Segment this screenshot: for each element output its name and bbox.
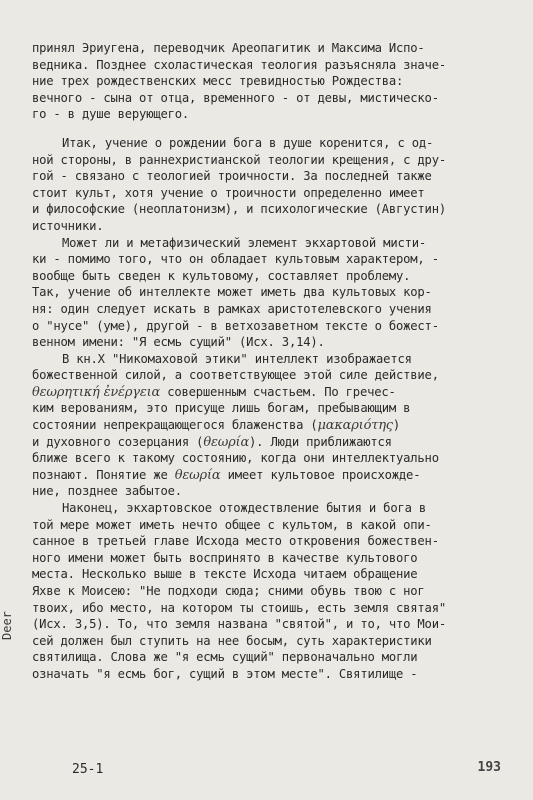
text-line	[32, 600, 514, 617]
line-text: и духовного созерцания (	[32, 434, 204, 449]
line-text: познают. Понятие же	[32, 467, 175, 482]
text-line	[32, 367, 514, 384]
text-line	[32, 168, 514, 185]
line-text: о "нусе" (уме), другой - в ветхозаветном тексте о божест-	[32, 318, 439, 333]
line-text: Итак, учение о рождении бога в душе коренится, с од-	[62, 135, 434, 150]
line-text: Так, учение об интеллекте может иметь два культовых кор-	[32, 285, 432, 300]
line-text: состоянии непрекращающегося блаженства (	[32, 418, 318, 433]
line-text: венном имени: "Я есмь сущий" (Исх. 3,14).	[32, 335, 325, 350]
greek-word: μακαριότης	[317, 418, 393, 434]
text-line	[32, 301, 514, 318]
line-text: твоих, ибо место, на котором ты стоишь, есть земля святая"	[32, 600, 446, 615]
line-text: стоит культ, хотя учение о троичности определенно имеет	[32, 185, 425, 200]
greek-word: θεωρητική ἐνέργεια	[32, 384, 161, 400]
text-line	[32, 235, 514, 252]
line-text: Может ли и метафизический элемент экхартовой мисти-	[62, 235, 427, 250]
line-text: означать "я есмь бог, сущий в этом месте". Святилище -	[32, 666, 418, 681]
line-text: В кн.X "Никомаховой этики" интеллект изображается	[62, 351, 412, 366]
line-text: вечного - сына от отца, временного - от девы, мистическо-	[32, 90, 439, 105]
text-line	[32, 550, 514, 567]
line-text: ближе всего к такому состоянию, когда они интеллектуально	[32, 451, 439, 466]
side-mark: Deer	[0, 611, 14, 640]
line-text-after: )	[392, 418, 400, 433]
text-line	[32, 334, 514, 351]
line-text: (Исх. 3,5). То, что земля названа "святой", и то, что Мои-	[32, 617, 446, 632]
text-line	[32, 633, 514, 650]
line-text: совершенным счастьем. По гречес-	[160, 384, 396, 399]
text-line	[32, 201, 514, 218]
line-text: места. Несколько выше в тексте Исхода читаем обращение	[32, 567, 418, 582]
line-text: вообще быть сведен к культовому, составляет проблему.	[32, 268, 411, 283]
line-text: принял Эриугена, переводчик Ареопагитик и Максима Испо-	[32, 41, 425, 55]
line-text: санное в третьей главе Исхода место откровения божествен-	[32, 534, 439, 549]
text-line	[32, 649, 514, 666]
text-line	[32, 483, 514, 500]
greek-word: θεωρία	[203, 434, 250, 450]
line-text: ние, позднее забытое.	[32, 484, 182, 499]
body-text	[32, 40, 514, 683]
text-line	[32, 73, 514, 90]
text-line	[32, 152, 514, 169]
text-line	[32, 284, 514, 301]
text-line	[32, 268, 514, 285]
line-text: источники.	[32, 218, 104, 233]
text-line	[32, 106, 514, 123]
text-line	[32, 384, 514, 401]
text-line	[32, 666, 514, 683]
line-text: Наконец, экхартовское отождествление бытия и бога в	[62, 501, 427, 516]
line-text: го - в душе верующего.	[32, 107, 190, 122]
text-line	[32, 566, 514, 583]
text-line	[32, 251, 514, 268]
text-line	[32, 40, 514, 57]
line-text-after: имеет культовое происхожде-	[220, 467, 421, 482]
text-line	[32, 318, 514, 335]
text-line	[32, 135, 514, 152]
line-text: ня: один следует искать в рамках аристотелевского учения	[32, 301, 432, 316]
line-text: ким верованиям, это присуще лишь богам, пребывающим в	[32, 401, 411, 416]
text-line	[32, 616, 514, 633]
paragraph-gap	[32, 123, 514, 135]
text-line	[32, 583, 514, 600]
text-line	[32, 450, 514, 467]
line-text-after: ). Люди приближаются	[249, 434, 392, 449]
line-text: и философские (неоплатонизм), и психологические (Августин)	[32, 202, 446, 217]
text-line	[32, 533, 514, 550]
text-line	[32, 467, 514, 484]
page-number: 193	[477, 760, 501, 775]
line-text: гой - связано с теологией троичности. За последней также	[32, 169, 432, 184]
line-text: ного имени может быть воспринято в качестве культового	[32, 550, 418, 565]
line-text: ной стороны, в раннехристианской теологии крещения, с дру-	[32, 152, 446, 167]
line-text: божественной силой, а соответствующее этой силе действие,	[32, 368, 439, 383]
line-text: той мере может иметь нечто общее с культом, в какой опи-	[32, 517, 432, 532]
text-line	[32, 434, 514, 451]
line-text: ведника. Позднее схоластическая теология разъясняла значе-	[32, 57, 446, 72]
text-line	[32, 90, 514, 107]
line-text: ние трех рождественских месс тревидностью Рождества:	[32, 74, 404, 89]
text-line	[32, 351, 514, 368]
line-text: Яхве к Моисею: "Не подходи сюда; сними обувь твою с ног	[32, 584, 425, 598]
line-text: святилища. Слова же "я есмь сущий" первоначально могли	[32, 650, 418, 665]
text-line	[32, 57, 514, 74]
footer-signature: 25-1	[72, 762, 104, 777]
text-line	[32, 417, 514, 434]
greek-word: θεωρία	[174, 467, 221, 483]
line-text: сей должен был ступить на нее босым, суть характеристики	[32, 633, 432, 648]
text-line	[32, 185, 514, 202]
text-line	[32, 400, 514, 417]
text-line	[32, 517, 514, 534]
line-text: ки - помимо того, что он обладает культовым характером, -	[32, 252, 439, 267]
text-line	[32, 500, 514, 517]
text-line	[32, 218, 514, 235]
